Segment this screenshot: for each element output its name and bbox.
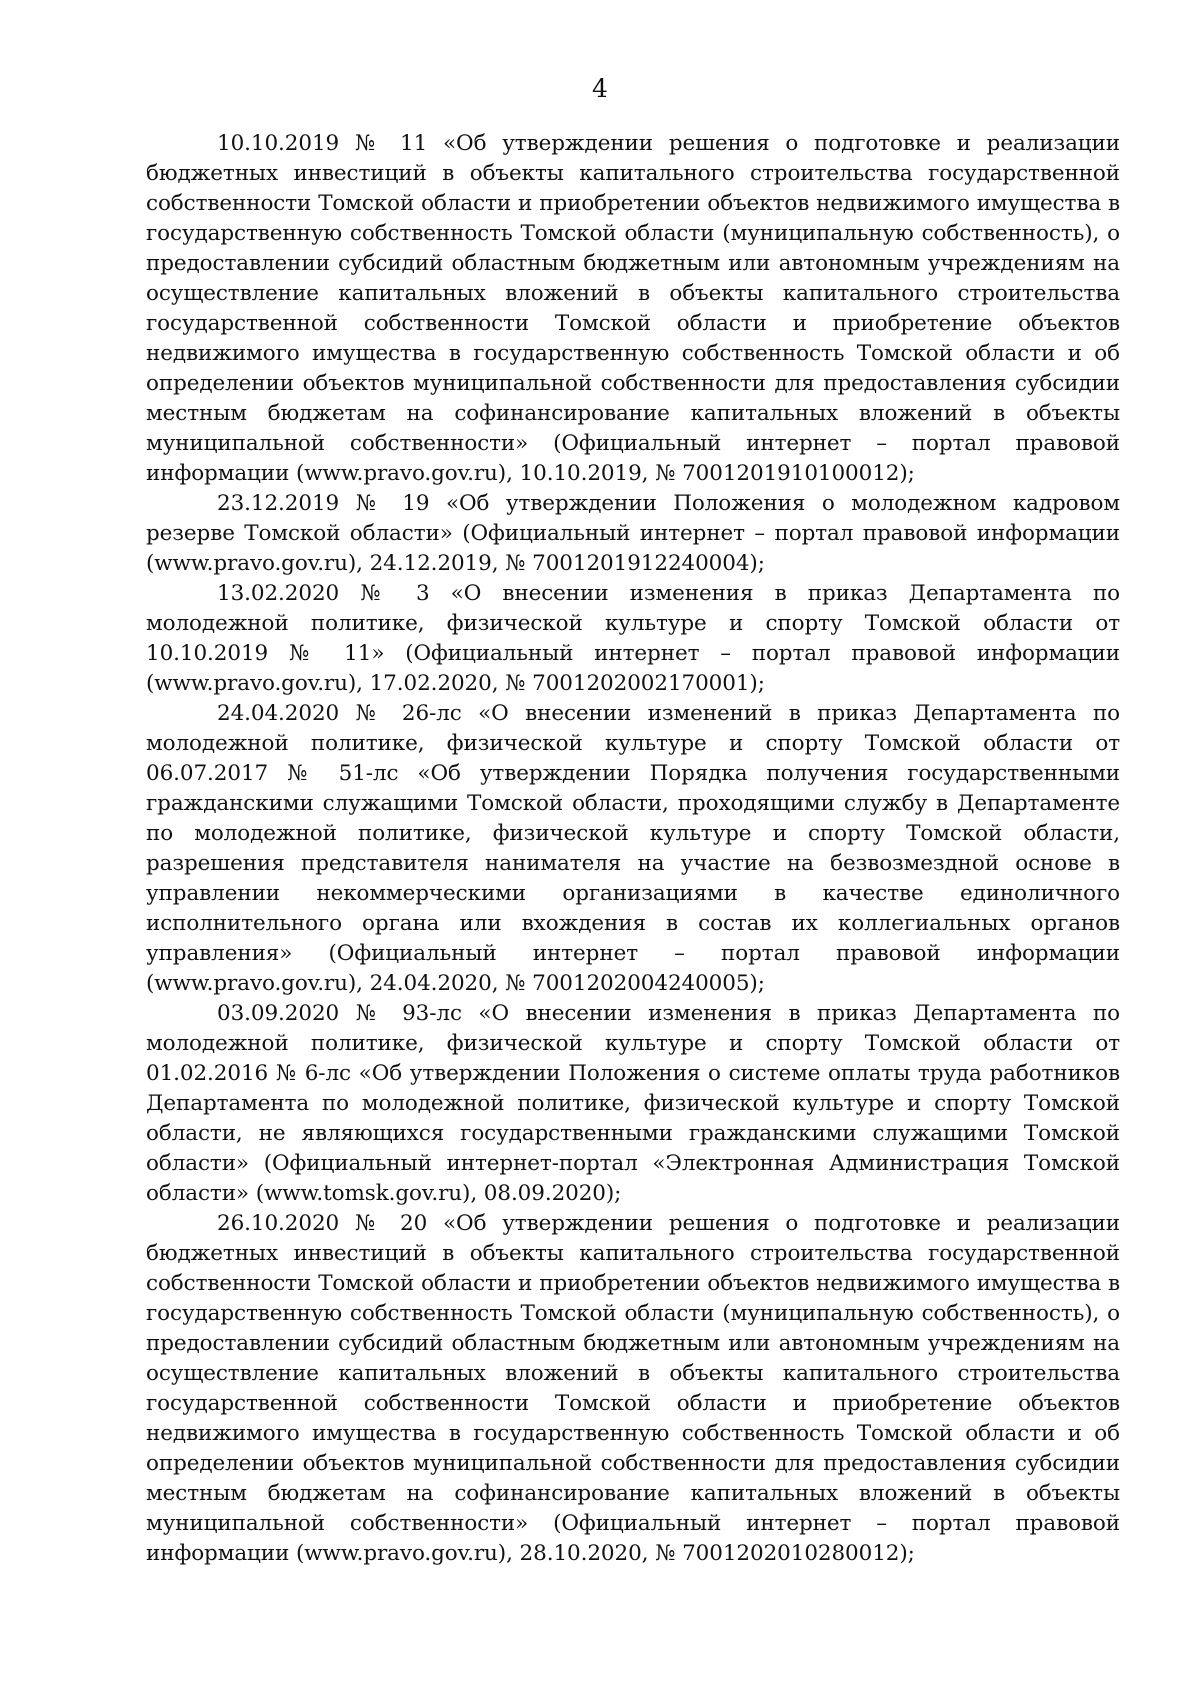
paragraph-order-2019-12-23: 23.12.2019 № 19 «Об утверждении Положения о молодежном кадровом резерве Томской области» (Официальный интернет – портал правовой информации (www.pravo.gov.ru), 24.12.2019, № 7001201912240004);: [146, 491, 1120, 576]
paragraph-order-2020-02-13: 13.02.2020 № 3 «О внесении изменения в приказ Департамента по молодежной политике, физической культуре и спорту Томской области от 10.10.2019 № 11» (Официальный интернет – портал правовой информации (www.pravo.gov.ru), 17.02.2020, № 7001202002170001);: [146, 581, 1120, 696]
page-number: 4: [592, 74, 608, 103]
paragraph-order-2020-09-03: 03.09.2020 № 93-лс «О внесении изменения в приказ Департамента по молодежной политике, физической культуре и спорту Томской области от 01.02.2016 № 6-лс «Об утверждении Положения о системе оплаты труда работников Департамента по молодежной политике, физической культуре и спорту Томской области, не являющихся государственными гражданскими служащими Томской области» (Официальный интернет-портал «Электронная Администрация Томской области» (www.tomsk.gov.ru), 08.09.2020);: [146, 1001, 1120, 1206]
document-body: [146, 129, 1120, 1569]
paragraph-order-2020-04-24: 24.04.2020 № 26-лс «О внесении изменений в приказ Департамента по молодежной политике, физической культуре и спорту Томской области от 06.07.2017 № 51-лс «Об утверждении Порядка получения государственными гражданскими служащими Томской области, проходящими службу в Департаменте по молодежной политике, физической культуре и спорту Томской области, разрешения представителя нанимателя на участие на безвозмездной основе в управлении некоммерческими организациями в качестве единоличного исполнительного органа или вхождения в состав их коллегиальных органов управления» (Официальный интернет – портал правовой информации (www.pravo.gov.ru), 24.04.2020, № 7001202004240005);: [146, 701, 1120, 996]
paragraph-order-2020-10-26: 26.10.2020 № 20 «Об утверждении решения о подготовке и реализации бюджетных инвестиций в объекты капитального строительства государственной собственности Томской области и приобретении объектов недвижимого имущества в государственную собственность Томской области (муниципальную собственность), о предоставлении субсидий областным бюджетным или автономным учреждениям на осуществление капитальных вложений в объекты капитального строительства государственной собственности Томской области и приобретение объектов недвижимого имущества в государственную собственность Томской области и об определении объектов муниципальной собственности для предоставления субсидии местным бюджетам на софинансирование капитальных вложений в объекты муниципальной собственности» (Официальный интернет – портал правовой информации (www.pravo.gov.ru), 28.10.2020, № 7001202010280012);: [146, 1211, 1120, 1566]
paragraph-order-2019-10-10: 10.10.2019 № 11 «Об утверждении решения о подготовке и реализации бюджетных инвестиций в объекты капитального строительства государственной собственности Томской области и приобретении объектов недвижимого имущества в государственную собственность Томской области (муниципальную собственность), о предоставлении субсидий областным бюджетным или автономным учреждениям на осуществление капитальных вложений в объекты капитального строительства государственной собственности Томской области и приобретение объектов недвижимого имущества в государственную собственность Томской области и об определении объектов муниципальной собственности для предоставления субсидии местным бюджетам на софинансирование капитальных вложений в объекты муниципальной собственности» (Официальный интернет – портал правовой информации (www.pravo.gov.ru), 10.10.2019, № 7001201910100012);: [146, 131, 1120, 486]
